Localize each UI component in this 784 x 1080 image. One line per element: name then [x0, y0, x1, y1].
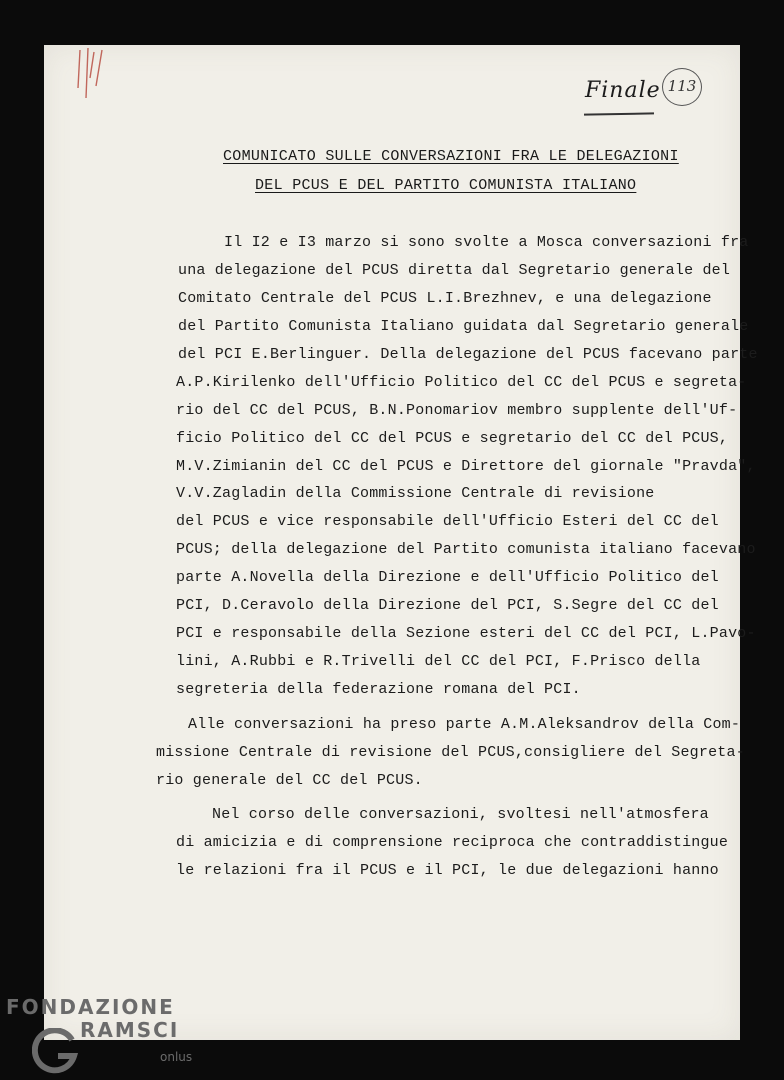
body-line: ficio Politico del CC del PCUS e segretario del CC del PCUS,: [176, 430, 729, 447]
body-line: rio del CC del PCUS, B.N.Ponomariov membro supplente dell'Uf-: [176, 402, 738, 419]
body-line: rio generale del CC del PCUS.: [156, 772, 423, 789]
body-line: PCI e responsabile della Sezione esteri del CC del PCI, L.Pavo-: [176, 625, 756, 642]
body-line: Il I2 e I3 marzo si sono svolte a Mosca conversazioni fra: [224, 234, 749, 251]
page-number-circled: 113: [662, 68, 702, 106]
body-line: Nel corso delle conversazioni, svoltesi nell'atmosfera: [212, 806, 709, 823]
body-line: Alle conversazioni ha preso parte A.M.Aleksandrov della Com-: [188, 716, 741, 733]
document-title-line-2: DEL PCUS E DEL PARTITO COMUNISTA ITALIANO: [255, 177, 637, 194]
body-line: M.V.Zimianin del CC del PCUS e Direttore del giornale "Pravda",: [176, 458, 756, 475]
watermark-g-logo: [32, 1028, 78, 1074]
body-line: missione Centrale di revisione del PCUS,consigliere del Segreta-: [156, 744, 745, 761]
handwritten-annotation: Finale: [585, 78, 661, 103]
paper-tear-mark: [74, 48, 114, 108]
body-line: Comitato Centrale del PCUS L.I.Brezhnev, e una delegazione: [178, 290, 712, 307]
body-line: di amicizia e di comprensione reciproca che contraddistingue: [176, 834, 729, 851]
body-line: parte A.Novella della Direzione e dell'Ufficio Politico del: [176, 569, 719, 586]
watermark-line-1: FONDAZIONE: [6, 995, 175, 1019]
body-line: del PCUS e vice responsabile dell'Ufficio Esteri del CC del: [176, 513, 719, 530]
body-line: le relazioni fra il PCUS e il PCI, le due delegazioni hanno: [176, 862, 719, 879]
document-title-line-1: COMUNICATO SULLE CONVERSAZIONI FRA LE DELEGAZIONI: [223, 148, 679, 165]
body-line: del Partito Comunista Italiano guidata dal Segretario generale: [178, 318, 749, 335]
watermark-line-2: RAMSCI: [80, 1018, 180, 1042]
body-line: lini, A.Rubbi e R.Trivelli del CC del PCI, F.Prisco della: [176, 653, 701, 670]
body-line: PCUS; della delegazione del Partito comunista italiano facevano: [176, 541, 756, 558]
body-line: segreteria della federazione romana del PCI.: [176, 681, 581, 698]
body-line: V.V.Zagladin della Commissione Centrale di revisione: [176, 485, 655, 502]
watermark-line-3: onlus: [160, 1050, 193, 1064]
body-line: PCI, D.Ceravolo della Direzione del PCI, S.Segre del CC del: [176, 597, 719, 614]
body-line: del PCI E.Berlinguer. Della delegazione del PCUS facevano parte: [178, 346, 758, 363]
body-line: A.P.Kirilenko dell'Ufficio Politico del CC del PCUS e segreta-: [176, 374, 747, 391]
body-line: una delegazione del PCUS diretta dal Segretario generale del: [178, 262, 731, 279]
